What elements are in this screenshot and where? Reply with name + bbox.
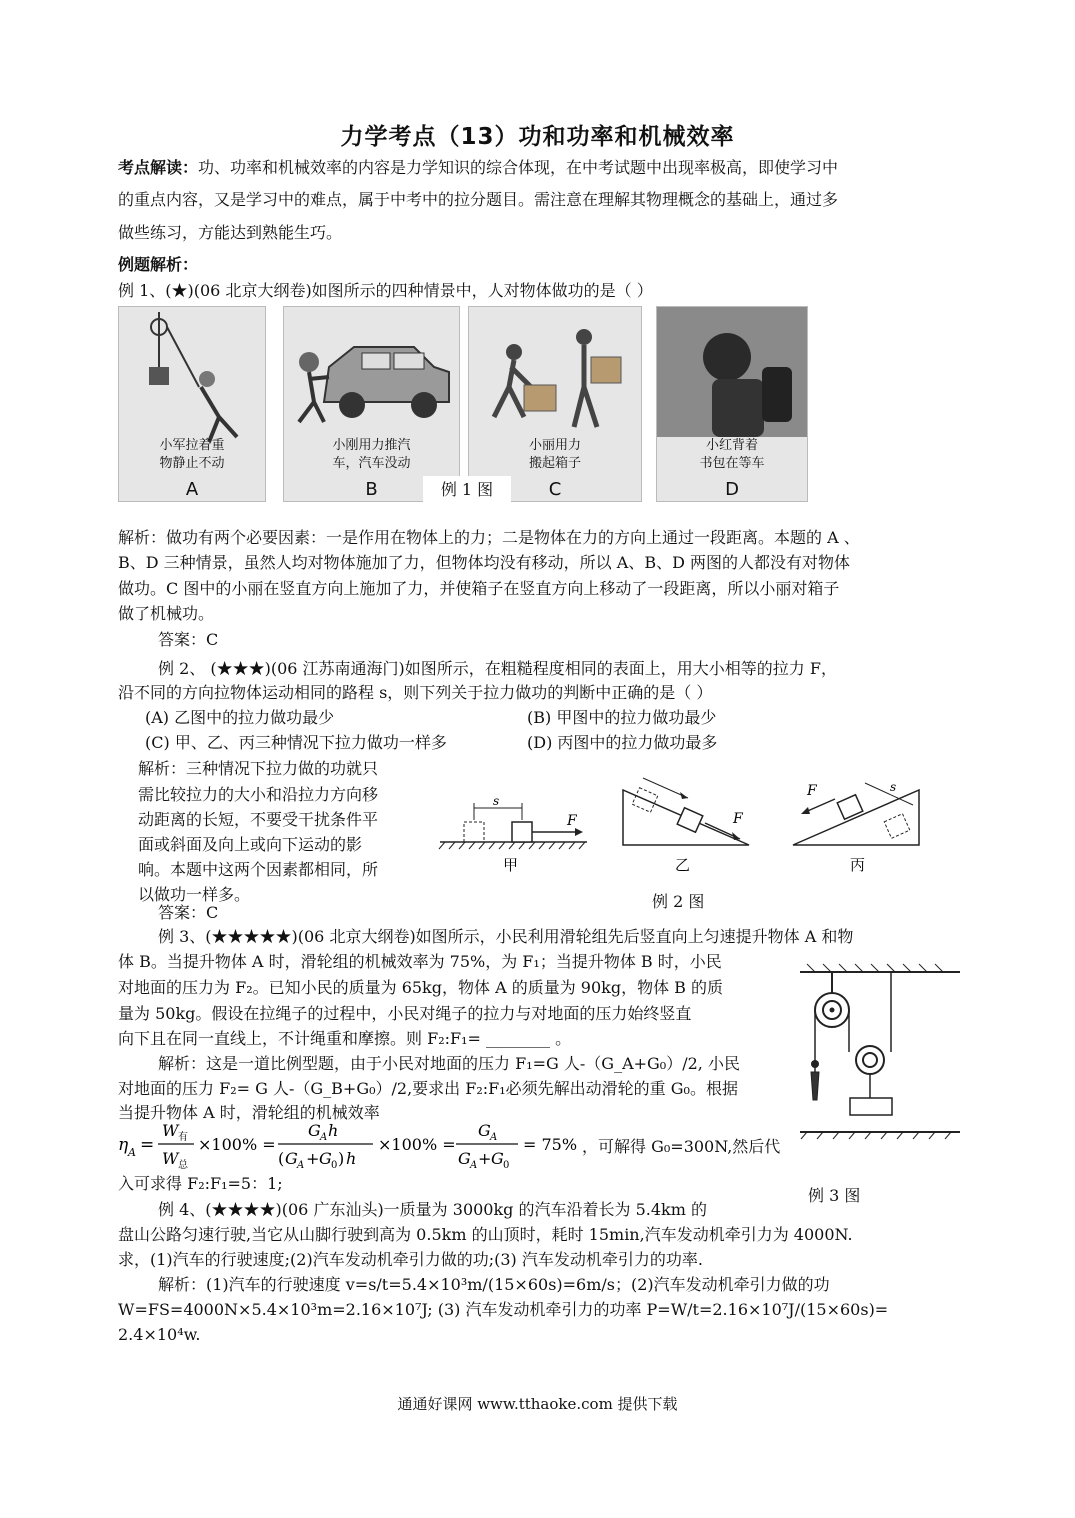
ex1-caption-c2: 搬起箱子 [528,456,581,471]
ex2-option-c: (C) 甲、乙、丙三种情况下拉力做功一样多 [145,733,447,752]
ex1-question: 例 1、(★)(06 北京大纲卷)如图所示的四种情景中，人对物体做功的是（ ） [118,281,653,300]
svg-text:A: A [470,1160,478,1171]
ex4-question-2: 盘山公路匀速行驶,当它从山脚行驶到高为 0.5km 的山顶时，耗时 15min,汽车发动机牵引力为 4000N. [118,1225,853,1244]
ex4-analysis-2: W=FS=4000N×5.4×10³m=2.16×10⁷J; (3) 汽车发动机牵引力的功率 P=W/t=2.16×10⁷J/(15×60s)= [118,1300,889,1319]
svg-text:G: G [308,1121,321,1140]
ex2-label-bing: 丙 [850,856,866,874]
ex2-label-f-jia: F [567,813,577,829]
svg-text:G: G [458,1149,471,1168]
ex4-question-1: 例 4、(★★★★)(06 广东汕头)一质量为 3000kg 的汽车沿着长为 5.4km 的 [158,1200,707,1219]
svg-text:×100% =: ×100% = [198,1135,276,1154]
intro-line-1: 考点解读：功、功率和机械效率的内容是力学知识的综合体现，在中考试题中出现率极高，即使学习中 [118,158,839,177]
ex3-formula-tail: ，可解得 G₀=300N,然后代 [582,1137,781,1156]
svg-text:0: 0 [503,1160,510,1171]
box-lift-icon [469,307,641,437]
svg-text:G: G [478,1121,491,1140]
examples-heading: 例题解析： [118,255,199,274]
svg-text:A: A [490,1132,498,1143]
pulley-figure-icon [119,307,265,447]
svg-text:+: + [306,1149,320,1168]
ex2-label-f-bing: F [807,783,817,799]
intro-label: 考点解读： [118,158,199,177]
ex2-analysis-5: 响。本题中这两个因素都相同，所 [138,860,379,879]
svg-text:G: G [285,1149,298,1168]
ex1-letter-d: D [725,479,739,500]
ex2-option-a: (A) 乙图中的拉力做功最少 [145,708,335,727]
ex1-caption-b2: 车，汽车没动 [332,456,411,471]
svg-text:(: ( [278,1149,285,1168]
ex4-question-3: 求，(1)汽车的行驶速度;(2)汽车发动机牵引力做的功;(3) 汽车发动机牵引力的功率. [118,1250,703,1269]
ex2-question-2: 沿不同的方向拉物体运动相同的路程 s，则下列关于拉力做功的判断中正确的是（ ） [118,683,713,702]
ex1-analysis-2: B、D 三种情景，虽然人均对物体施加了力，但物体均没有移动，所以 A、B、D 两图的人都没有对物体 [118,553,850,572]
ex3-analysis-4: 入可求得 F₂:F₁=5：1; [118,1174,283,1193]
ex3-analysis-3: 当提升物体 A 时，滑轮组的机械效率 [118,1103,380,1122]
ex2-option-b: (B) 甲图中的拉力做功最少 [527,708,717,727]
ex3-question-3: 对地面的压力为 F₂。已知小民的质量为 65kg，物体 A 的质量为 90kg，物体 B 的质 [118,978,724,997]
ex4-analysis-1: 解析：(1)汽车的行驶速度 v=s/t=5.4×10³m/(15×60s)=6m/s；(2)汽车发动机牵引力做的功 [158,1275,830,1294]
ex1-analysis-1: 解析：做功有两个必要因素：一是作用在物体上的力；二是物体在力的方向上通过一段距离。本题的 A 、 [118,528,860,547]
ex2-analysis-1: 解析：三种情况下拉力做的功就只 [138,759,379,778]
intro-line-3: 做些练习，方能达到熟能生巧。 [118,223,343,242]
ex2-analysis-2: 需比较拉力的大小和沿拉力方向移 [138,785,379,804]
ex2-label-yi: 乙 [675,856,691,874]
ex2-question-1: 例 2、 (★★★)(06 江苏南通海门)如图所示，在粗糙程度相同的表面上，用大小相等的拉力 F， [158,659,837,678]
svg-text:+: + [478,1149,492,1168]
ex2-figure-caption: 例 2 图 [652,892,705,911]
ex2-fig-bing [793,780,919,874]
svg-text:0: 0 [331,1160,338,1171]
page-title: 力学考点（13）功和功率和机械效率 [340,124,735,150]
ex1-letter-a: A [185,479,199,500]
svg-text:=: = [140,1135,155,1155]
ex3-analysis-1: 解析：这是一道比例型题，由于小民对地面的压力 F₁=G 人-（G_A+G₀）/2, 小民 [158,1054,740,1073]
backpack-girl-icon [657,307,807,437]
ex2-label-jia: 甲 [503,856,519,874]
ex1-analysis-3: 做功。C 图中的小丽在竖直方向上施加了力，并使箱子在竖直方向上移动了一段距离，所以小丽对箱子 [118,579,840,598]
svg-text:A: A [128,1146,136,1159]
ex1-caption-a2: 物静止不动 [159,456,225,471]
svg-text:η: η [118,1135,129,1155]
ex1-analysis-4: 做了机械功。 [118,604,215,623]
ex1-photo-c [468,306,642,502]
ex1-caption-a1: 小军拉着重 [159,438,225,453]
svg-text:G: G [319,1149,332,1168]
ex3-efficiency-formula [118,1112,588,1176]
ex2-fig-jia [439,794,587,874]
ex3-analysis-2: 对地面的压力 F₂= G 人-（G_B+G₀）/2,要求出 F₂:F₁必须先解出动滑轮的重 G₀。根据 [118,1079,738,1098]
ex3-figure-caption: 例 3 图 [808,1186,861,1205]
ex1-figure-caption: 例 1 图 [423,476,511,504]
ex1-answer: 答案：C [158,630,219,649]
svg-text:A: A [297,1160,305,1171]
ex2-fig-yi [623,778,749,874]
ex3-question-4: 量为 50kg。假设在拉绳子的过程中，小民对绳子的拉力与对地面的压力始终竖直 [118,1004,692,1023]
page-footer: 通通好课网 www.tthaoke.com 提供下载 [397,1395,678,1413]
ex3-question-2: 体 B。当提升物体 A 时，滑轮组的机械效率为 75%，为 F₁；当提升物体 B 时，小民 [118,952,722,971]
ex3-question-5: 向下且在同一直线上，不计绳重和摩擦。则 F₂:F₁= ________ 。 [118,1029,572,1048]
svg-text:W: W [162,1149,179,1168]
ex4-analysis-3: 2.4×10⁴w. [118,1325,201,1344]
ex2-label-s-jia: s [493,794,500,808]
svg-text:): ) [338,1149,345,1168]
svg-text:总: 总 [178,1160,188,1171]
ex2-label-s-bing: s [890,780,897,794]
ex2-figure [435,765,935,880]
ex1-letter-b: B [365,479,378,500]
ex2-option-d: (D) 丙图中的拉力做功最多 [527,733,718,752]
ex2-analysis-3: 动距离的长短，不要受干扰条件平 [138,810,379,829]
ex1-photo-d [656,306,808,502]
ex2-analysis-6: 以做功一样多。 [138,885,251,904]
ex1-caption-c1: 小丽用力 [528,438,581,453]
svg-text:h: h [328,1121,339,1140]
ex1-photo-b [283,306,460,502]
svg-text:h: h [346,1149,357,1168]
intro-line-2: 的重点内容，又是学习中的难点，属于中考中的拉分题目。需注意在理解其物理概念的基础上，通过多 [118,190,839,209]
ex1-caption-d2: 书包在等车 [699,456,765,471]
svg-text:有: 有 [178,1132,188,1143]
svg-text:A: A [320,1132,328,1143]
ex2-analysis-4: 面或斜面及向上或向下运动的影 [138,835,363,854]
ex1-caption-b1: 小刚用力推汽 [332,438,411,453]
ex3-question-1: 例 3、(★★★★★)(06 北京大纲卷)如图所示，小民利用滑轮组先后竖直向上匀速提升物体 A 和物 [158,927,854,946]
ex2-answer: 答案：C [158,903,219,922]
svg-text:W: W [162,1121,179,1140]
car-push-icon [284,307,459,437]
ex1-caption-d1: 小红背着 [705,438,758,453]
svg-text:G: G [491,1149,504,1168]
ex1-letter-c: C [548,479,562,500]
ex3-pulley-figure [795,960,965,1140]
svg-text:= 75%: = 75% [523,1135,578,1154]
ex2-label-f-yi: F [733,811,743,827]
ex1-photo-a [118,306,266,502]
svg-text:×100% =: ×100% = [378,1135,456,1154]
